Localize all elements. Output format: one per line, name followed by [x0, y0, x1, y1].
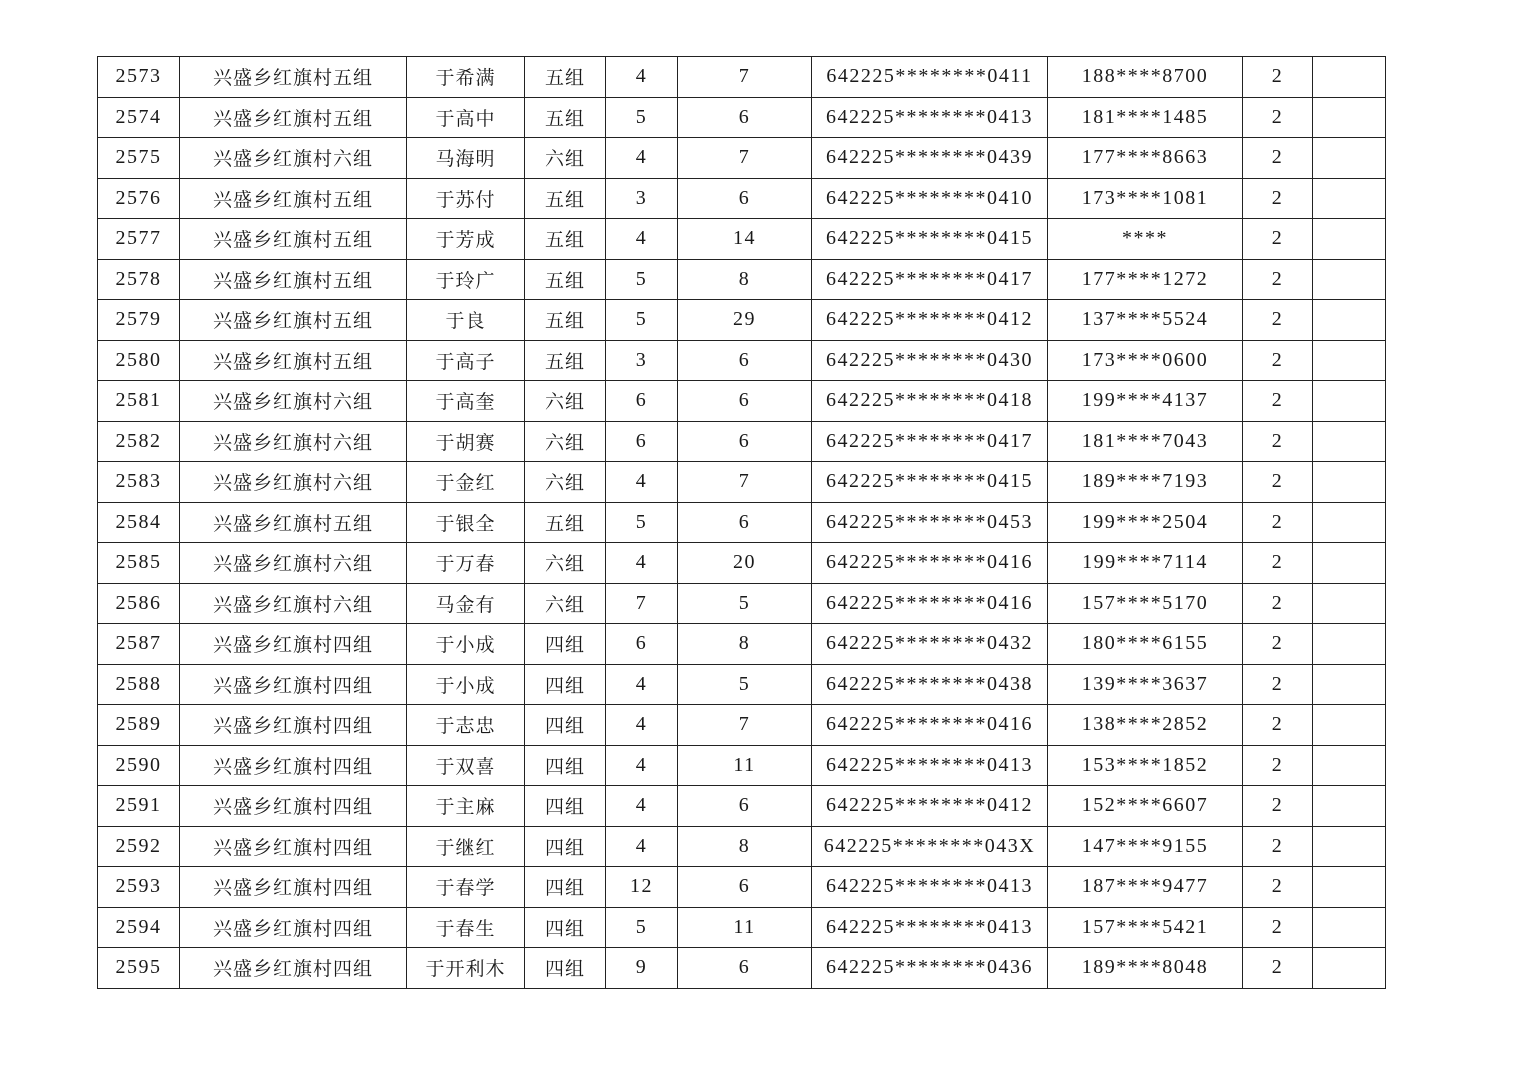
cell-id-number: 642225********0438 — [812, 664, 1048, 705]
cell-level: 2 — [1243, 421, 1313, 462]
cell-people: 4 — [606, 745, 678, 786]
table-row — [98, 664, 1386, 705]
table-body — [98, 57, 1386, 989]
cell-area: 6 — [678, 867, 812, 908]
table-row — [98, 705, 1386, 746]
cell-seq: 2593 — [98, 867, 180, 908]
cell-name: 于继红 — [407, 826, 525, 867]
table-row — [98, 826, 1386, 867]
cell-people: 4 — [606, 826, 678, 867]
cell-note — [1313, 219, 1386, 260]
cell-level: 2 — [1243, 826, 1313, 867]
cell-phone: 199****7114 — [1048, 543, 1243, 584]
cell-id-number: 642225********0416 — [812, 583, 1048, 624]
cell-name: 于开利木 — [407, 948, 525, 989]
table-row — [98, 583, 1386, 624]
cell-people: 12 — [606, 867, 678, 908]
cell-phone: 153****1852 — [1048, 745, 1243, 786]
cell-id-number: 642225********0411 — [812, 57, 1048, 98]
cell-name: 于主麻 — [407, 786, 525, 827]
cell-level: 2 — [1243, 543, 1313, 584]
cell-area: 20 — [678, 543, 812, 584]
cell-seq: 2591 — [98, 786, 180, 827]
cell-note — [1313, 300, 1386, 341]
cell-seq: 2589 — [98, 705, 180, 746]
cell-phone: 157****5170 — [1048, 583, 1243, 624]
cell-name: 于芳成 — [407, 219, 525, 260]
cell-note — [1313, 745, 1386, 786]
table-row — [98, 57, 1386, 98]
cell-group: 四组 — [525, 867, 606, 908]
cell-area: 6 — [678, 948, 812, 989]
table-row — [98, 138, 1386, 179]
cell-name: 于小成 — [407, 624, 525, 665]
cell-village: 兴盛乡红旗村四组 — [180, 786, 407, 827]
cell-phone: 177****1272 — [1048, 259, 1243, 300]
cell-group: 五组 — [525, 340, 606, 381]
cell-level: 2 — [1243, 57, 1313, 98]
cell-village: 兴盛乡红旗村五组 — [180, 219, 407, 260]
cell-level: 2 — [1243, 624, 1313, 665]
cell-area: 6 — [678, 97, 812, 138]
cell-note — [1313, 138, 1386, 179]
cell-note — [1313, 421, 1386, 462]
cell-name: 于希满 — [407, 57, 525, 98]
cell-area: 5 — [678, 664, 812, 705]
table-row — [98, 543, 1386, 584]
cell-id-number: 642225********0413 — [812, 97, 1048, 138]
cell-group: 五组 — [525, 97, 606, 138]
cell-note — [1313, 907, 1386, 948]
cell-note — [1313, 867, 1386, 908]
cell-seq: 2576 — [98, 178, 180, 219]
cell-seq: 2592 — [98, 826, 180, 867]
cell-level: 2 — [1243, 786, 1313, 827]
cell-phone: 187****9477 — [1048, 867, 1243, 908]
cell-id-number: 642225********0413 — [812, 907, 1048, 948]
cell-group: 四组 — [525, 826, 606, 867]
cell-seq: 2584 — [98, 502, 180, 543]
cell-people: 6 — [606, 624, 678, 665]
cell-people: 5 — [606, 502, 678, 543]
cell-group: 五组 — [525, 178, 606, 219]
cell-name: 于玲广 — [407, 259, 525, 300]
cell-seq: 2577 — [98, 219, 180, 260]
cell-name: 于胡赛 — [407, 421, 525, 462]
cell-level: 2 — [1243, 340, 1313, 381]
cell-group: 六组 — [525, 583, 606, 624]
table-row — [98, 786, 1386, 827]
cell-name: 于春学 — [407, 867, 525, 908]
cell-note — [1313, 178, 1386, 219]
cell-village: 兴盛乡红旗村六组 — [180, 421, 407, 462]
cell-area: 5 — [678, 583, 812, 624]
cell-village: 兴盛乡红旗村六组 — [180, 138, 407, 179]
cell-people: 4 — [606, 786, 678, 827]
cell-note — [1313, 543, 1386, 584]
cell-phone: 138****2852 — [1048, 705, 1243, 746]
cell-phone: 189****7193 — [1048, 462, 1243, 503]
cell-note — [1313, 259, 1386, 300]
cell-group: 五组 — [525, 57, 606, 98]
cell-name: 于高奎 — [407, 381, 525, 422]
table-row — [98, 97, 1386, 138]
table-row — [98, 300, 1386, 341]
cell-group: 六组 — [525, 381, 606, 422]
cell-people: 4 — [606, 462, 678, 503]
cell-level: 2 — [1243, 583, 1313, 624]
cell-note — [1313, 705, 1386, 746]
cell-seq: 2587 — [98, 624, 180, 665]
cell-id-number: 642225********0412 — [812, 786, 1048, 827]
cell-note — [1313, 826, 1386, 867]
cell-name: 于志忠 — [407, 705, 525, 746]
cell-village: 兴盛乡红旗村四组 — [180, 867, 407, 908]
cell-id-number: 642225********0412 — [812, 300, 1048, 341]
cell-people: 5 — [606, 907, 678, 948]
cell-note — [1313, 381, 1386, 422]
cell-note — [1313, 583, 1386, 624]
cell-group: 四组 — [525, 948, 606, 989]
cell-seq: 2590 — [98, 745, 180, 786]
cell-id-number: 642225********0415 — [812, 219, 1048, 260]
cell-group: 五组 — [525, 502, 606, 543]
cell-seq: 2573 — [98, 57, 180, 98]
cell-group: 四组 — [525, 624, 606, 665]
cell-name: 于苏付 — [407, 178, 525, 219]
cell-phone: 177****8663 — [1048, 138, 1243, 179]
cell-seq: 2578 — [98, 259, 180, 300]
cell-village: 兴盛乡红旗村四组 — [180, 664, 407, 705]
cell-area: 7 — [678, 462, 812, 503]
cell-id-number: 642225********0439 — [812, 138, 1048, 179]
cell-seq: 2588 — [98, 664, 180, 705]
cell-phone: 199****2504 — [1048, 502, 1243, 543]
cell-people: 5 — [606, 259, 678, 300]
table-row — [98, 381, 1386, 422]
cell-level: 2 — [1243, 705, 1313, 746]
cell-name: 于良 — [407, 300, 525, 341]
cell-phone: 152****6607 — [1048, 786, 1243, 827]
cell-seq: 2583 — [98, 462, 180, 503]
cell-people: 4 — [606, 138, 678, 179]
cell-level: 2 — [1243, 948, 1313, 989]
cell-seq: 2575 — [98, 138, 180, 179]
cell-name: 马海明 — [407, 138, 525, 179]
cell-seq: 2594 — [98, 907, 180, 948]
cell-area: 8 — [678, 826, 812, 867]
cell-people: 5 — [606, 97, 678, 138]
cell-level: 2 — [1243, 745, 1313, 786]
cell-phone: 173****1081 — [1048, 178, 1243, 219]
cell-level: 2 — [1243, 300, 1313, 341]
cell-name: 马金有 — [407, 583, 525, 624]
cell-name: 于高子 — [407, 340, 525, 381]
cell-note — [1313, 502, 1386, 543]
table-row — [98, 462, 1386, 503]
cell-seq: 2581 — [98, 381, 180, 422]
cell-seq: 2580 — [98, 340, 180, 381]
cell-area: 11 — [678, 745, 812, 786]
table-row — [98, 259, 1386, 300]
cell-level: 2 — [1243, 138, 1313, 179]
cell-area: 6 — [678, 381, 812, 422]
cell-note — [1313, 664, 1386, 705]
cell-area: 6 — [678, 421, 812, 462]
cell-id-number: 642225********043X — [812, 826, 1048, 867]
cell-seq: 2595 — [98, 948, 180, 989]
table-row — [98, 178, 1386, 219]
cell-note — [1313, 57, 1386, 98]
cell-level: 2 — [1243, 664, 1313, 705]
cell-group: 五组 — [525, 300, 606, 341]
cell-phone: 199****4137 — [1048, 381, 1243, 422]
cell-level: 2 — [1243, 97, 1313, 138]
cell-level: 2 — [1243, 381, 1313, 422]
cell-phone: 188****8700 — [1048, 57, 1243, 98]
table-row — [98, 624, 1386, 665]
cell-area: 8 — [678, 624, 812, 665]
cell-level: 2 — [1243, 259, 1313, 300]
cell-people: 4 — [606, 57, 678, 98]
cell-phone: 157****5421 — [1048, 907, 1243, 948]
cell-people: 7 — [606, 583, 678, 624]
cell-village: 兴盛乡红旗村五组 — [180, 259, 407, 300]
table-row — [98, 219, 1386, 260]
table-row — [98, 907, 1386, 948]
table-row — [98, 340, 1386, 381]
cell-id-number: 642225********0417 — [812, 421, 1048, 462]
cell-village: 兴盛乡红旗村五组 — [180, 340, 407, 381]
cell-level: 2 — [1243, 907, 1313, 948]
cell-name: 于小成 — [407, 664, 525, 705]
cell-id-number: 642225********0413 — [812, 867, 1048, 908]
cell-seq: 2582 — [98, 421, 180, 462]
cell-group: 六组 — [525, 462, 606, 503]
cell-people: 6 — [606, 381, 678, 422]
cell-phone: 181****1485 — [1048, 97, 1243, 138]
cell-name: 于银全 — [407, 502, 525, 543]
cell-village: 兴盛乡红旗村四组 — [180, 826, 407, 867]
cell-phone: 137****5524 — [1048, 300, 1243, 341]
cell-village: 兴盛乡红旗村五组 — [180, 97, 407, 138]
cell-area: 11 — [678, 907, 812, 948]
table-row — [98, 502, 1386, 543]
cell-note — [1313, 97, 1386, 138]
cell-village: 兴盛乡红旗村五组 — [180, 178, 407, 219]
cell-people: 3 — [606, 178, 678, 219]
cell-seq: 2579 — [98, 300, 180, 341]
cell-village: 兴盛乡红旗村六组 — [180, 462, 407, 503]
cell-note — [1313, 948, 1386, 989]
cell-people: 5 — [606, 300, 678, 341]
cell-area: 29 — [678, 300, 812, 341]
cell-group: 六组 — [525, 421, 606, 462]
cell-id-number: 642225********0416 — [812, 705, 1048, 746]
cell-phone: 139****3637 — [1048, 664, 1243, 705]
cell-people: 4 — [606, 219, 678, 260]
household-table — [97, 56, 1386, 989]
cell-id-number: 642225********0417 — [812, 259, 1048, 300]
cell-people: 6 — [606, 421, 678, 462]
cell-level: 2 — [1243, 219, 1313, 260]
cell-note — [1313, 624, 1386, 665]
cell-phone: 147****9155 — [1048, 826, 1243, 867]
cell-area: 8 — [678, 259, 812, 300]
cell-id-number: 642225********0436 — [812, 948, 1048, 989]
cell-village: 兴盛乡红旗村四组 — [180, 745, 407, 786]
cell-note — [1313, 462, 1386, 503]
cell-area: 6 — [678, 502, 812, 543]
cell-name: 于万春 — [407, 543, 525, 584]
cell-area: 6 — [678, 786, 812, 827]
cell-village: 兴盛乡红旗村五组 — [180, 300, 407, 341]
cell-name: 于金红 — [407, 462, 525, 503]
table-row — [98, 867, 1386, 908]
cell-id-number: 642225********0416 — [812, 543, 1048, 584]
cell-village: 兴盛乡红旗村四组 — [180, 705, 407, 746]
cell-id-number: 642225********0413 — [812, 745, 1048, 786]
cell-group: 六组 — [525, 138, 606, 179]
cell-phone: 181****7043 — [1048, 421, 1243, 462]
cell-level: 2 — [1243, 502, 1313, 543]
cell-group: 四组 — [525, 786, 606, 827]
cell-area: 6 — [678, 340, 812, 381]
cell-village: 兴盛乡红旗村四组 — [180, 624, 407, 665]
cell-seq: 2585 — [98, 543, 180, 584]
cell-level: 2 — [1243, 867, 1313, 908]
cell-village: 兴盛乡红旗村六组 — [180, 543, 407, 584]
cell-group: 四组 — [525, 745, 606, 786]
cell-area: 7 — [678, 57, 812, 98]
cell-area: 7 — [678, 138, 812, 179]
cell-phone: 189****8048 — [1048, 948, 1243, 989]
cell-area: 7 — [678, 705, 812, 746]
cell-phone: **** — [1048, 219, 1243, 260]
cell-village: 兴盛乡红旗村五组 — [180, 502, 407, 543]
cell-note — [1313, 340, 1386, 381]
cell-group: 六组 — [525, 543, 606, 584]
cell-id-number: 642225********0415 — [812, 462, 1048, 503]
cell-group: 五组 — [525, 219, 606, 260]
table-row — [98, 421, 1386, 462]
cell-seq: 2586 — [98, 583, 180, 624]
cell-id-number: 642225********0453 — [812, 502, 1048, 543]
cell-group: 四组 — [525, 907, 606, 948]
table-row — [98, 948, 1386, 989]
cell-village: 兴盛乡红旗村四组 — [180, 948, 407, 989]
cell-group: 五组 — [525, 259, 606, 300]
cell-village: 兴盛乡红旗村六组 — [180, 381, 407, 422]
cell-phone: 173****0600 — [1048, 340, 1243, 381]
cell-id-number: 642225********0410 — [812, 178, 1048, 219]
cell-people: 4 — [606, 543, 678, 584]
cell-village: 兴盛乡红旗村五组 — [180, 57, 407, 98]
cell-group: 四组 — [525, 705, 606, 746]
cell-people: 4 — [606, 664, 678, 705]
cell-seq: 2574 — [98, 97, 180, 138]
cell-note — [1313, 786, 1386, 827]
cell-group: 四组 — [525, 664, 606, 705]
cell-area: 6 — [678, 178, 812, 219]
cell-id-number: 642225********0432 — [812, 624, 1048, 665]
cell-people: 4 — [606, 705, 678, 746]
cell-village: 兴盛乡红旗村四组 — [180, 907, 407, 948]
cell-village: 兴盛乡红旗村六组 — [180, 583, 407, 624]
cell-phone: 180****6155 — [1048, 624, 1243, 665]
cell-name: 于春生 — [407, 907, 525, 948]
cell-area: 14 — [678, 219, 812, 260]
cell-id-number: 642225********0430 — [812, 340, 1048, 381]
cell-people: 3 — [606, 340, 678, 381]
cell-level: 2 — [1243, 178, 1313, 219]
table-row — [98, 745, 1386, 786]
cell-level: 2 — [1243, 462, 1313, 503]
cell-id-number: 642225********0418 — [812, 381, 1048, 422]
cell-people: 9 — [606, 948, 678, 989]
cell-name: 于双喜 — [407, 745, 525, 786]
cell-name: 于高中 — [407, 97, 525, 138]
